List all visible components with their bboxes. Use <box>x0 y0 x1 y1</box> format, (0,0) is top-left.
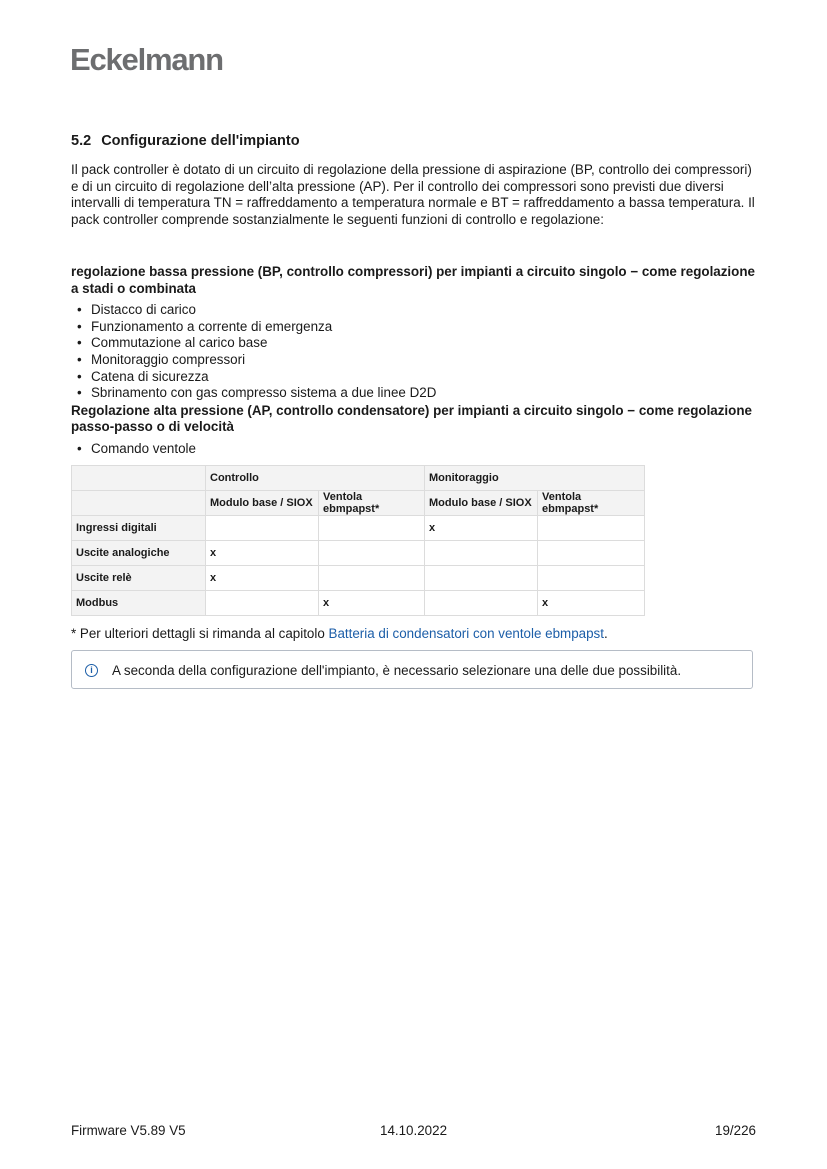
subheader: Ventola ebmpapst* <box>319 491 425 516</box>
table-cell: x <box>206 541 319 566</box>
io-table <box>71 465 645 616</box>
table-cell: x <box>319 591 425 616</box>
table-cell <box>319 516 425 541</box>
table-group-header-row <box>72 466 645 491</box>
ap-list <box>71 441 761 458</box>
list-item: • Catena di sicurezza <box>71 369 761 386</box>
info-icon: i <box>85 664 98 677</box>
list-item: • Distacco di carico <box>71 302 761 319</box>
table-cell: x <box>425 516 538 541</box>
ap-heading: Regolazione alta pressione (AP, controllo condensatore) per impianti a circuito singolo − come regolazione passo-passo o di velocità <box>71 402 752 435</box>
bp-heading: regolazione bassa pressione (BP, controllo compressori) per impianti a circuito singolo − come regolazione a stadi o combinata <box>71 264 755 296</box>
table-cell: x <box>538 591 645 616</box>
table-cell <box>319 566 425 591</box>
group-header: Monitoraggio <box>425 466 645 491</box>
note-text: A seconda della configurazione dell'impianto, è necessario selezionare una delle due possibilità. <box>112 663 682 678</box>
footnote-end: . <box>603 626 608 641</box>
intro-paragraph: Il pack controller è dotato di un circuito di regolazione della pressione di aspirazione (BP, controllo dei compressori) e di un circuito di regolazione dell’alta pressione (AP). Per il controllo dei compressori sono previsti due diversi intervalli di temperatura TN = raffreddamento a temperatura normale e BT = raffreddamento a bassa temperatura. Il pack controller comprende sostanzialmente le seguenti funzioni di controllo e regolazione: <box>71 162 755 227</box>
section-heading <box>71 133 300 149</box>
bp-block <box>71 264 761 458</box>
subheader: Ventola ebmpapst* <box>538 491 645 516</box>
list-item: • Sbrinamento con gas compresso sistema a due linee D2D <box>71 385 761 402</box>
table-cell <box>425 566 538 591</box>
bp-list <box>71 302 761 402</box>
row-label: Modbus <box>72 591 206 616</box>
table-cell <box>319 541 425 566</box>
footer-date: 14.10.2022 <box>380 1123 448 1138</box>
section-number: 5.2 <box>71 133 92 149</box>
list-item: • Funzionamento a corrente di emergenza <box>71 319 761 336</box>
info-note <box>71 650 753 689</box>
subheader: Modulo base / SIOX <box>206 491 319 516</box>
row-label: Uscite analogiche <box>72 541 206 566</box>
row-label: Ingressi digitali <box>72 516 206 541</box>
list-item: • Comando ventole <box>71 441 761 458</box>
table-cell <box>538 566 645 591</box>
footer-firmware: Firmware V5.89 V5 <box>71 1123 186 1138</box>
footer-page-number: 19/226 <box>715 1123 756 1138</box>
table-row <box>72 516 645 541</box>
chapter-link[interactable]: Batteria di condensatori con ventole ebmpapst <box>328 626 604 641</box>
list-item: • Commutazione al carico base <box>71 335 761 352</box>
table-cell <box>538 541 645 566</box>
table-row <box>72 591 645 616</box>
table-row <box>72 541 645 566</box>
subheader: Modulo base / SIOX <box>425 491 538 516</box>
table-cell <box>206 591 319 616</box>
table-subheader-row <box>72 491 645 516</box>
footnote <box>71 626 608 641</box>
group-header: Controllo <box>206 466 425 491</box>
row-label: Uscite relè <box>72 566 206 591</box>
table-cell <box>425 591 538 616</box>
table-cell <box>425 541 538 566</box>
table-cell: x <box>206 566 319 591</box>
footnote-text: * Per ulteriori dettagli si rimanda al capitolo <box>71 626 329 641</box>
eckelmann-logo: Eckelmann <box>70 42 223 77</box>
table-cell <box>206 516 319 541</box>
table-cell <box>538 516 645 541</box>
list-item: • Monitoraggio compressori <box>71 352 761 369</box>
section-title: Configurazione dell'impianto <box>101 133 300 149</box>
table-row <box>72 566 645 591</box>
